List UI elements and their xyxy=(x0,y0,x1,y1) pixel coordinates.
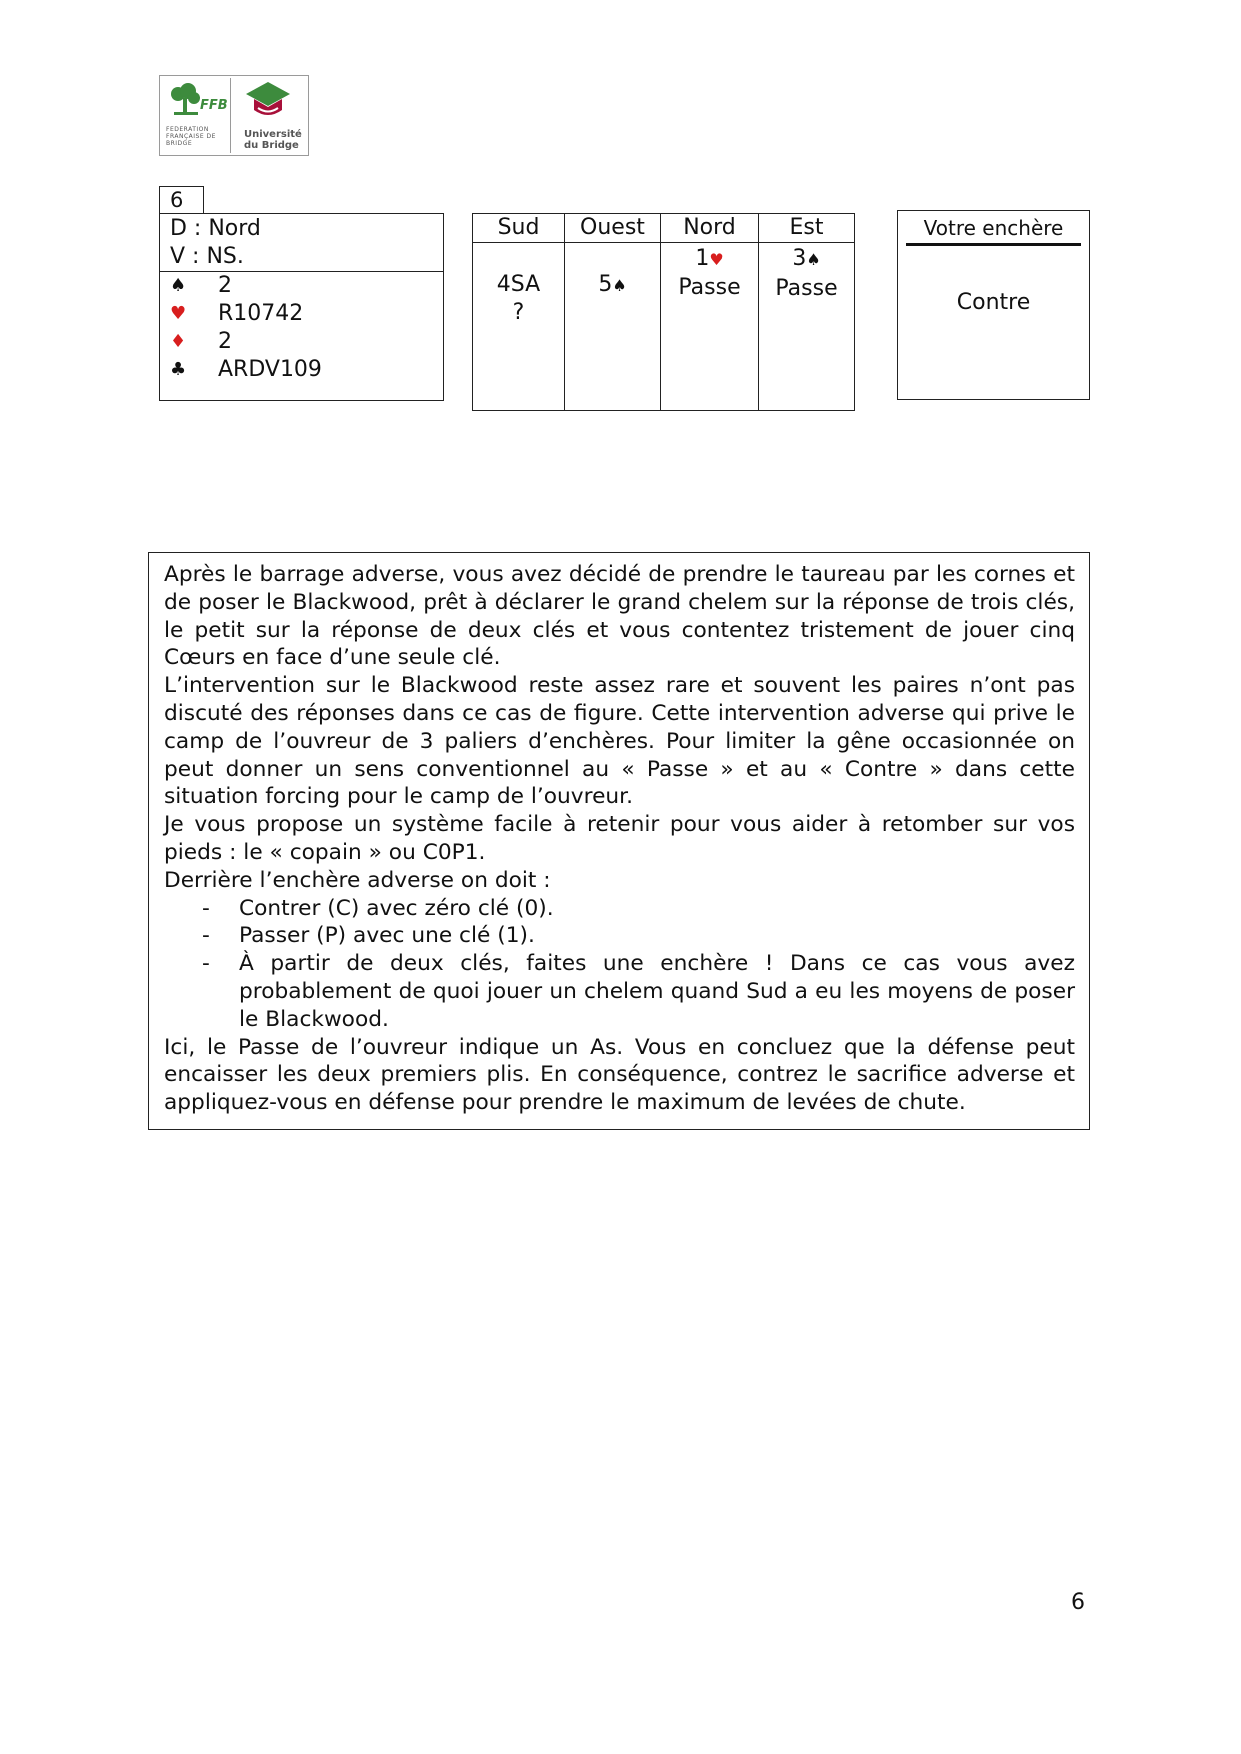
bids-nord xyxy=(661,243,759,411)
dealer-line: D : Nord xyxy=(170,216,261,241)
club-icon: ♣ xyxy=(170,359,187,380)
spade-icon: ♠ xyxy=(170,275,187,296)
header-sud: Sud xyxy=(473,214,565,243)
list-item: - Contrer (C) avec zéro clé (0). xyxy=(202,895,554,921)
explanation-paragraph-4: Derrière l’enchère adverse on doit : xyxy=(164,867,551,893)
spade-icon: ♠ xyxy=(806,250,821,269)
explanation-box xyxy=(148,552,1090,1130)
heart-icon: ♥ xyxy=(709,250,724,269)
header-nord: Nord xyxy=(661,214,759,243)
heart-icon: ♥ xyxy=(170,303,187,324)
hand-box xyxy=(159,213,444,401)
page-number: 6 xyxy=(1071,1590,1085,1615)
header-est: Est xyxy=(759,214,855,243)
list-item: - À partir de deux clés, faites une enchère ! Dans ce cas vous avez probablement de quoi jouer un chelem quand Sud a eu les moyens de poser le Blackwood. xyxy=(202,951,1075,1032)
tree-icon xyxy=(168,82,202,116)
deal-number: 6 xyxy=(159,186,204,214)
explanation-paragraph-1: Après le barrage adverse, vous avez décidé de prendre le taureau par les cornes et de poser le Blackwood, prêt à déclarer le grand chelem sur la réponse de trois clés, le petit sur la réponse de deux clés et vous contentez tristement de jouer cinq Cœurs en face d’une seule clé. xyxy=(164,562,1075,671)
diamond-cards: 2 xyxy=(218,329,232,354)
diamond-row xyxy=(160,328,443,356)
deal-meta xyxy=(160,214,443,272)
votre-enchere-title: Votre enchère xyxy=(906,215,1081,246)
explanation-paragraph-5: Ici, le Passe de l’ouvreur indique un As. Vous en concluez que la défense peut encaisser les deux premiers plis. En conséquence, contrez le sacrifice adverse et appliquez-vous en défense pour prendre le maximum de levées de chute. xyxy=(164,1034,1075,1116)
explanation-paragraph-3: Je vous propose un système facile à retenir pour vous aider à retomber sur vos pieds : le « copain » ou C0P1. xyxy=(164,812,1075,865)
hand-suits xyxy=(160,272,443,384)
diamond-icon: ♦ xyxy=(170,331,187,352)
bidding-header-row xyxy=(473,214,855,243)
spade-cards: 2 xyxy=(218,273,232,298)
bid-nord-2: Passe xyxy=(678,275,741,300)
ffb-brand: FFB xyxy=(200,98,228,113)
bids-sud xyxy=(473,243,565,411)
explanation-paragraph-2: L’intervention sur le Blackwood reste assez rare et souvent les paires n’ont pas discuté des réponses dans ce cas de figure. Cette intervention adverse qui prive le camp de l’ouvreur de 3 paliers d’enchères. Pour limiter la gêne occasionnée on peut donner un sens conventionnel au « Passe » et au « Contre » dans cette situation forcing pour le camp de l’ouvreur. xyxy=(164,673,1075,810)
convention-list xyxy=(164,895,1075,1034)
spade-row xyxy=(160,272,443,300)
club-row xyxy=(160,356,443,384)
bid-sud-2: ? xyxy=(512,300,525,325)
bidding-table xyxy=(472,213,855,411)
bid-est-1: 3♠ xyxy=(792,246,821,271)
bid-ouest-1: 5♠ xyxy=(598,272,627,297)
spade-icon: ♠ xyxy=(612,276,627,295)
votre-enchere-box xyxy=(897,210,1090,400)
bid-nord-1: 1♥ xyxy=(695,246,724,271)
ffb-logo xyxy=(159,75,309,156)
graduation-cap-icon xyxy=(244,80,292,120)
vulnerability-line: V : NS. xyxy=(170,244,244,269)
heart-row xyxy=(160,300,443,328)
ffb-federation: FEDERATION FRANÇAISE DE BRIDGE xyxy=(166,126,216,147)
bids-ouest xyxy=(565,243,661,411)
logo-divider xyxy=(230,78,231,153)
university-label: Université du Bridge xyxy=(244,129,302,151)
bid-est-2: Passe xyxy=(775,276,838,301)
votre-enchere-answer: Contre xyxy=(956,290,1031,315)
bidding-row xyxy=(473,243,855,411)
bid-sud-1: 4SA xyxy=(496,272,541,297)
list-item: - Passer (P) avec une clé (1). xyxy=(202,923,535,949)
bids-est xyxy=(759,243,855,411)
header-ouest: Ouest xyxy=(565,214,661,243)
club-cards: ARDV109 xyxy=(218,357,322,382)
heart-cards: R10742 xyxy=(218,301,304,326)
